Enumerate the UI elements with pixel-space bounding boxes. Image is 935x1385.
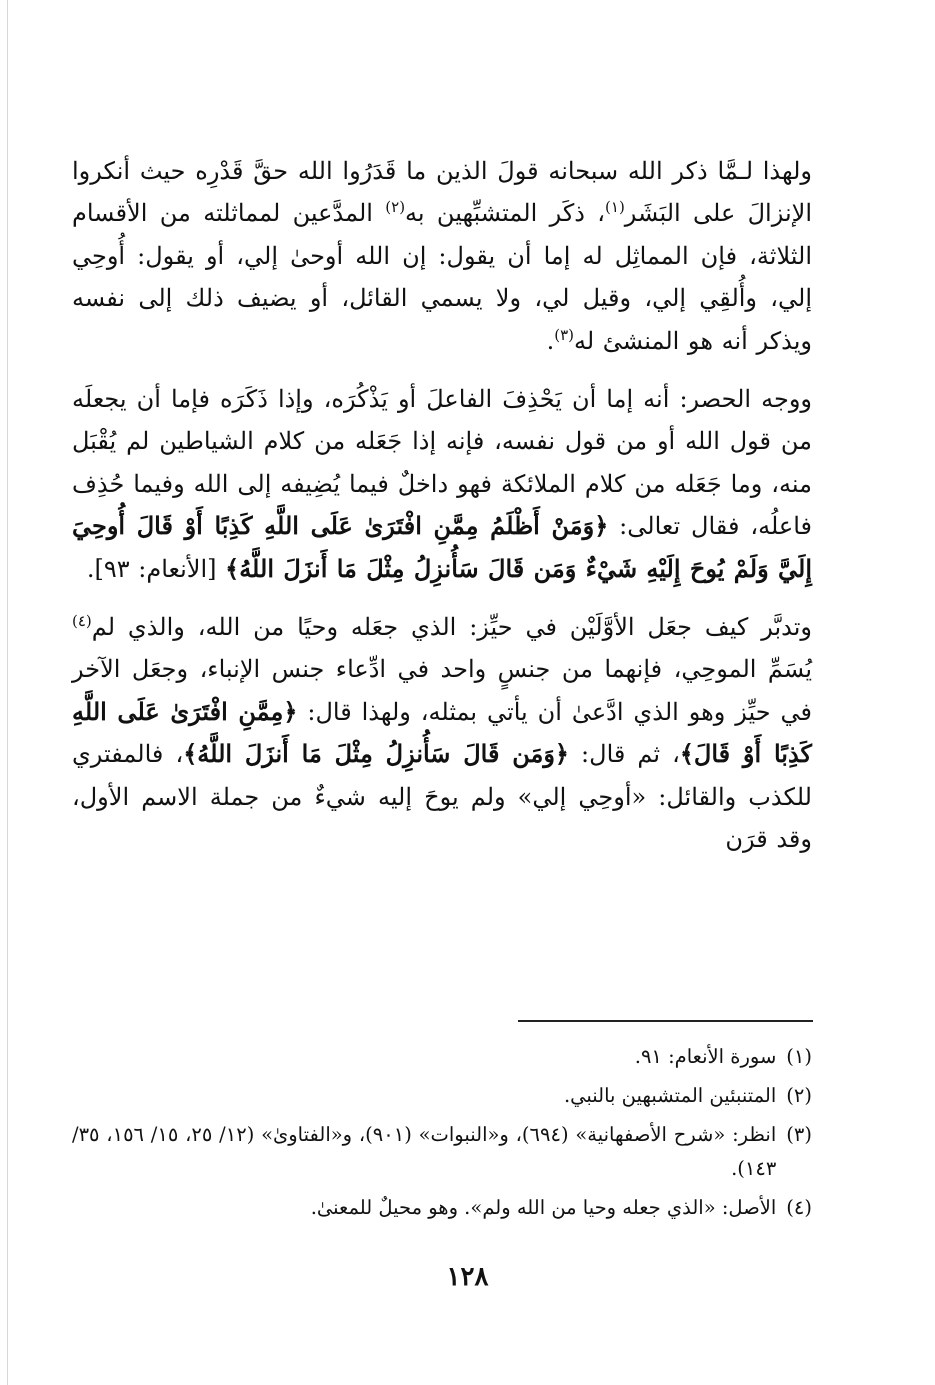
footnote-number: (١) — [786, 1045, 812, 1068]
footnote-number: (٤) — [786, 1196, 812, 1219]
footnote-ref-3: (٣) — [554, 325, 574, 344]
verse-reference: [الأنعام: ٩٣]. — [86, 554, 226, 583]
scan-edge-line — [7, 0, 8, 1385]
footnote-number: (٢) — [786, 1084, 812, 1107]
footnote-divider — [518, 1020, 813, 1022]
footnote-4 — [72, 1191, 812, 1225]
quran-verse: ﴿وَمَن قَالَ سَأُنزِلُ مِثْلَ مَا أَنزَلَ اللَّهُ﴾ — [183, 739, 569, 769]
quran-verse: ﴿مِمَّنِ افْتَرَىٰ عَلَى اللَّهِ كَذِبًا أَوْ قَالَ﴾ — [72, 696, 812, 769]
paragraph-3 — [72, 606, 812, 860]
footnote-text: الأصل: «الذي جعله وحيا من الله ولم». وهو محيلٌ للمعنىٰ. — [310, 1196, 777, 1219]
footnote-3 — [72, 1118, 812, 1186]
footnote-ref-4: (٤) — [72, 612, 92, 631]
paragraph-2 — [72, 378, 812, 590]
footnote-number: (٣) — [786, 1123, 812, 1146]
paragraph-1 — [72, 150, 812, 362]
paragraph-2-segment: ووجه الحصر: أنه إما أن يَحْذِفَ الفاعلَ أو يَذْكُرَه، وإذا ذَكَرَه فإما أن يجعلَه من قول الله أو من قول نفسه، فإنه إذا جَعَله من كلام الشياطين لم يُقْبَل منه، وما جَعَله من كلام الملائكة فهو داخلٌ فيما يُضِيفه إلى الله وفيما حُذِف فاعلُه، فقال تعالى: — [72, 385, 812, 541]
footnote-text: سورة الأنعام: ٩١. — [634, 1045, 777, 1068]
page-number: ١٢٨ — [446, 1262, 489, 1292]
paragraph-1-segment: ، ذكَر المتشبِّهين به — [405, 199, 606, 228]
footnote-text: المتنبئين المتشبهين بالنبي. — [563, 1084, 777, 1107]
paragraph-3-segment: وتدبَّر كيف جعَل الأوَّلَيْن في حيِّز: الذي جعَله وحيًا من الله، والذي لم — [91, 613, 812, 642]
footnote-2 — [72, 1079, 812, 1113]
paragraph-3-segment: ، ثم قال: — [568, 740, 680, 769]
paragraph-3-segment: ، فالمفتري للكذب والقائل: «أوحِي إلي» ولم يوحَ إليه شيءٌ من جملة الاسم الأول، وقد قرَن — [72, 740, 812, 854]
paragraph-1-segment: ولهذا لـمَّا ذكر الله سبحانه قولَ الذين ما قَدَرُوا الله حقَّ قَدْرِه حيث أنكروا الإنزالَ على البَشَر — [72, 157, 812, 228]
main-text — [72, 150, 812, 861]
footnote-ref-1: (١) — [605, 198, 625, 217]
footnotes — [72, 1040, 812, 1230]
paragraph-1-segment: . — [546, 326, 555, 355]
paragraph-1-segment: المدَّعين لمماثلته من الأقسام الثلاثة، فإن المماثِل له إما أن يقول: إن الله أوحىٰ إلي، أو يقول: أُوحِي إلي، وأُلقِي إلي، وقيل لي، ولا يسمي القائل، أو يضيف ذلك إلى نفسه ويذكر أنه هو المنشئ له — [72, 199, 812, 355]
footnote-1 — [72, 1040, 812, 1074]
quran-verse: ﴿وَمَنْ أَظْلَمُ مِمَّنِ افْتَرَىٰ عَلَى اللَّهِ كَذِبًا أَوْ قَالَ أُوحِيَ إِلَيَّ وَلَمْ يُوحَ إِلَيْهِ شَيْءٌ وَمَن قَالَ سَأُنزِلُ مِثْلَ مَا أَنزَلَ اللَّهُ﴾ — [72, 511, 812, 583]
footnote-text: انظر: «شرح الأصفهانية» (٦٩٤)، و«النبوات» (٩٠١)، و«الفتاوىٰ» (١٢/ ٢٥، ١٥/ ١٥٦، ٣٥/ ١٤٣). — [72, 1123, 777, 1180]
footnote-ref-2: (٢) — [385, 198, 406, 217]
paragraph-3-segment: يُسَمِّ الموحِي، فإنهما من جنسٍ واحد في ادِّعاء جنس الإنباء، وجعَل الآخر في حيِّز وهو الذي ادَّعىٰ أن يأتي بمثله، ولهذا قال: — [72, 655, 812, 726]
